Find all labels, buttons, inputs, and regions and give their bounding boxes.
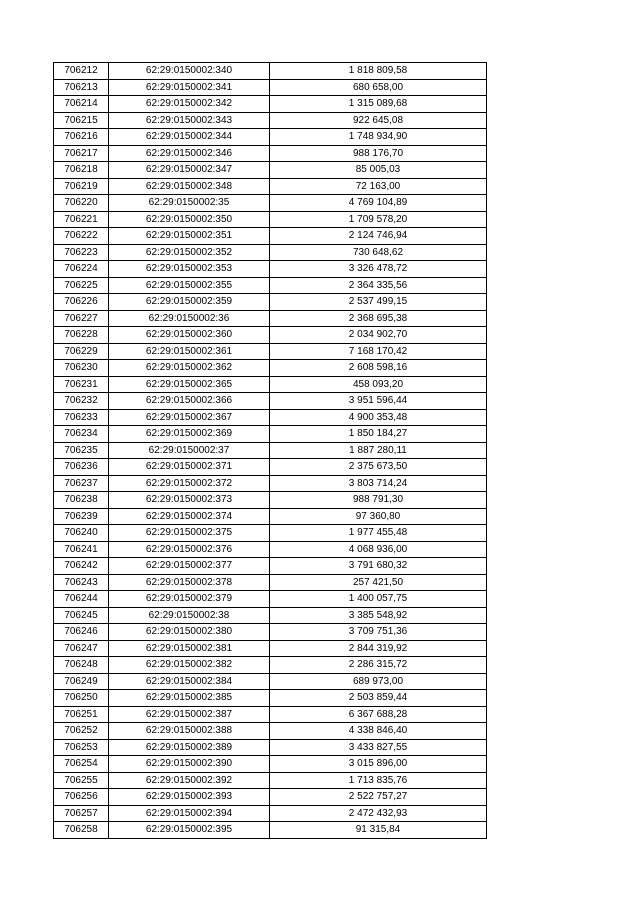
row-number-cell: 706249 bbox=[54, 673, 109, 690]
cadastral-value-cell: 2 364 335,56 bbox=[270, 277, 487, 294]
cadastral-number-cell: 62:29:0150002:37 bbox=[109, 442, 270, 459]
cadastral-number-cell: 62:29:0150002:395 bbox=[109, 822, 270, 839]
cadastral-value-cell: 3 385 548,92 bbox=[270, 607, 487, 624]
row-number-cell: 706231 bbox=[54, 376, 109, 393]
cadastral-value-cell: 91 315,84 bbox=[270, 822, 487, 839]
cadastral-value-cell: 3 709 751,36 bbox=[270, 624, 487, 641]
cadastral-value-cell: 1 709 578,20 bbox=[270, 211, 487, 228]
cadastral-number-cell: 62:29:0150002:38 bbox=[109, 607, 270, 624]
cadastral-number-cell: 62:29:0150002:375 bbox=[109, 525, 270, 542]
cadastral-number-cell: 62:29:0150002:380 bbox=[109, 624, 270, 641]
cadastral-number-cell: 62:29:0150002:374 bbox=[109, 508, 270, 525]
table-row bbox=[54, 607, 487, 624]
cadastral-number-cell: 62:29:0150002:369 bbox=[109, 426, 270, 443]
table-row bbox=[54, 739, 487, 756]
cadastral-value-cell: 2 537 499,15 bbox=[270, 294, 487, 311]
cadastral-number-cell: 62:29:0150002:344 bbox=[109, 129, 270, 146]
table-row bbox=[54, 508, 487, 525]
table-row bbox=[54, 640, 487, 657]
cadastral-number-cell: 62:29:0150002:371 bbox=[109, 459, 270, 476]
cadastral-number-cell: 62:29:0150002:352 bbox=[109, 244, 270, 261]
cadastral-number-cell: 62:29:0150002:35 bbox=[109, 195, 270, 212]
cadastral-value-cell: 7 168 170,42 bbox=[270, 343, 487, 360]
cadastral-value-cell: 3 326 478,72 bbox=[270, 261, 487, 278]
cadastral-number-cell: 62:29:0150002:394 bbox=[109, 805, 270, 822]
table-row bbox=[54, 211, 487, 228]
table-row bbox=[54, 673, 487, 690]
cadastral-value-cell: 1 400 057,75 bbox=[270, 591, 487, 608]
table-row bbox=[54, 558, 487, 575]
row-number-cell: 706233 bbox=[54, 409, 109, 426]
table-row bbox=[54, 96, 487, 113]
table-row bbox=[54, 310, 487, 327]
row-number-cell: 706216 bbox=[54, 129, 109, 146]
cadastral-number-cell: 62:29:0150002:36 bbox=[109, 310, 270, 327]
row-number-cell: 706254 bbox=[54, 756, 109, 773]
row-number-cell: 706257 bbox=[54, 805, 109, 822]
cadastral-number-cell: 62:29:0150002:340 bbox=[109, 63, 270, 80]
cadastral-value-cell: 72 163,00 bbox=[270, 178, 487, 195]
cadastral-value-cell: 257 421,50 bbox=[270, 574, 487, 591]
row-number-cell: 706255 bbox=[54, 772, 109, 789]
row-number-cell: 706224 bbox=[54, 261, 109, 278]
table-row bbox=[54, 624, 487, 641]
cadastral-value-table bbox=[53, 62, 487, 839]
cadastral-number-cell: 62:29:0150002:381 bbox=[109, 640, 270, 657]
cadastral-value-cell: 1 748 934,90 bbox=[270, 129, 487, 146]
row-number-cell: 706236 bbox=[54, 459, 109, 476]
table-row bbox=[54, 475, 487, 492]
cadastral-value-cell: 3 803 714,24 bbox=[270, 475, 487, 492]
cadastral-number-cell: 62:29:0150002:351 bbox=[109, 228, 270, 245]
table-row bbox=[54, 442, 487, 459]
row-number-cell: 706225 bbox=[54, 277, 109, 294]
cadastral-value-cell: 689 973,00 bbox=[270, 673, 487, 690]
cadastral-value-cell: 988 176,70 bbox=[270, 145, 487, 162]
row-number-cell: 706235 bbox=[54, 442, 109, 459]
cadastral-number-cell: 62:29:0150002:393 bbox=[109, 789, 270, 806]
cadastral-value-cell: 3 015 896,00 bbox=[270, 756, 487, 773]
row-number-cell: 706240 bbox=[54, 525, 109, 542]
cadastral-value-cell: 4 068 936,00 bbox=[270, 541, 487, 558]
cadastral-number-cell: 62:29:0150002:347 bbox=[109, 162, 270, 179]
table-row bbox=[54, 244, 487, 261]
table-row bbox=[54, 459, 487, 476]
cadastral-number-cell: 62:29:0150002:392 bbox=[109, 772, 270, 789]
table-row bbox=[54, 360, 487, 377]
cadastral-number-cell: 62:29:0150002:355 bbox=[109, 277, 270, 294]
cadastral-value-cell: 1 977 455,48 bbox=[270, 525, 487, 542]
table-row bbox=[54, 706, 487, 723]
cadastral-number-cell: 62:29:0150002:384 bbox=[109, 673, 270, 690]
cadastral-value-cell: 3 951 596,44 bbox=[270, 393, 487, 410]
cadastral-value-cell: 1 713 835,76 bbox=[270, 772, 487, 789]
cadastral-number-cell: 62:29:0150002:350 bbox=[109, 211, 270, 228]
row-number-cell: 706230 bbox=[54, 360, 109, 377]
table-row bbox=[54, 145, 487, 162]
cadastral-number-cell: 62:29:0150002:373 bbox=[109, 492, 270, 509]
table-row bbox=[54, 261, 487, 278]
row-number-cell: 706238 bbox=[54, 492, 109, 509]
row-number-cell: 706232 bbox=[54, 393, 109, 410]
cadastral-value-cell: 2 368 695,38 bbox=[270, 310, 487, 327]
table-row bbox=[54, 657, 487, 674]
row-number-cell: 706241 bbox=[54, 541, 109, 558]
row-number-cell: 706214 bbox=[54, 96, 109, 113]
cadastral-value-cell: 2 503 859,44 bbox=[270, 690, 487, 707]
cadastral-number-cell: 62:29:0150002:389 bbox=[109, 739, 270, 756]
cadastral-value-cell: 2 034 902,70 bbox=[270, 327, 487, 344]
table-row bbox=[54, 228, 487, 245]
cadastral-number-cell: 62:29:0150002:359 bbox=[109, 294, 270, 311]
cadastral-value-cell: 6 367 688,28 bbox=[270, 706, 487, 723]
row-number-cell: 706226 bbox=[54, 294, 109, 311]
row-number-cell: 706250 bbox=[54, 690, 109, 707]
cadastral-number-cell: 62:29:0150002:378 bbox=[109, 574, 270, 591]
table-row bbox=[54, 277, 487, 294]
table-row bbox=[54, 409, 487, 426]
cadastral-value-cell: 85 005,03 bbox=[270, 162, 487, 179]
cadastral-number-cell: 62:29:0150002:341 bbox=[109, 79, 270, 96]
cadastral-value-cell: 1 315 089,68 bbox=[270, 96, 487, 113]
table-body bbox=[54, 63, 487, 839]
cadastral-number-cell: 62:29:0150002:361 bbox=[109, 343, 270, 360]
table-row bbox=[54, 376, 487, 393]
cadastral-value-cell: 988 791,30 bbox=[270, 492, 487, 509]
cadastral-number-cell: 62:29:0150002:387 bbox=[109, 706, 270, 723]
row-number-cell: 706246 bbox=[54, 624, 109, 641]
cadastral-number-cell: 62:29:0150002:342 bbox=[109, 96, 270, 113]
cadastral-number-cell: 62:29:0150002:366 bbox=[109, 393, 270, 410]
cadastral-value-cell: 4 338 846,40 bbox=[270, 723, 487, 740]
row-number-cell: 706253 bbox=[54, 739, 109, 756]
cadastral-number-cell: 62:29:0150002:346 bbox=[109, 145, 270, 162]
row-number-cell: 706221 bbox=[54, 211, 109, 228]
table-row bbox=[54, 162, 487, 179]
cadastral-number-cell: 62:29:0150002:376 bbox=[109, 541, 270, 558]
row-number-cell: 706237 bbox=[54, 475, 109, 492]
table-row bbox=[54, 574, 487, 591]
table-row bbox=[54, 690, 487, 707]
table-row bbox=[54, 756, 487, 773]
table-row bbox=[54, 393, 487, 410]
table-row bbox=[54, 772, 487, 789]
cadastral-number-cell: 62:29:0150002:385 bbox=[109, 690, 270, 707]
row-number-cell: 706252 bbox=[54, 723, 109, 740]
cadastral-number-cell: 62:29:0150002:343 bbox=[109, 112, 270, 129]
table-row bbox=[54, 541, 487, 558]
table-row bbox=[54, 195, 487, 212]
cadastral-number-cell: 62:29:0150002:348 bbox=[109, 178, 270, 195]
table-row bbox=[54, 822, 487, 839]
table-row bbox=[54, 343, 487, 360]
cadastral-value-cell: 2 472 432,93 bbox=[270, 805, 487, 822]
cadastral-value-cell: 922 645,08 bbox=[270, 112, 487, 129]
row-number-cell: 706251 bbox=[54, 706, 109, 723]
cadastral-value-cell: 2 608 598,16 bbox=[270, 360, 487, 377]
row-number-cell: 706234 bbox=[54, 426, 109, 443]
cadastral-value-cell: 680 658,00 bbox=[270, 79, 487, 96]
row-number-cell: 706212 bbox=[54, 63, 109, 80]
row-number-cell: 706228 bbox=[54, 327, 109, 344]
table-row bbox=[54, 805, 487, 822]
cadastral-value-cell: 1 887 280,11 bbox=[270, 442, 487, 459]
cadastral-number-cell: 62:29:0150002:382 bbox=[109, 657, 270, 674]
cadastral-number-cell: 62:29:0150002:367 bbox=[109, 409, 270, 426]
table-row bbox=[54, 525, 487, 542]
table-row bbox=[54, 63, 487, 80]
cadastral-number-cell: 62:29:0150002:377 bbox=[109, 558, 270, 575]
cadastral-number-cell: 62:29:0150002:365 bbox=[109, 376, 270, 393]
row-number-cell: 706215 bbox=[54, 112, 109, 129]
cadastral-value-cell: 1 818 809,58 bbox=[270, 63, 487, 80]
cadastral-value-cell: 1 850 184,27 bbox=[270, 426, 487, 443]
cadastral-number-cell: 62:29:0150002:353 bbox=[109, 261, 270, 278]
cadastral-value-cell: 97 360,80 bbox=[270, 508, 487, 525]
table-row bbox=[54, 723, 487, 740]
cadastral-value-cell: 3 791 680,32 bbox=[270, 558, 487, 575]
cadastral-value-cell: 2 844 319,92 bbox=[270, 640, 487, 657]
row-number-cell: 706245 bbox=[54, 607, 109, 624]
row-number-cell: 706218 bbox=[54, 162, 109, 179]
row-number-cell: 706243 bbox=[54, 574, 109, 591]
row-number-cell: 706248 bbox=[54, 657, 109, 674]
table-row bbox=[54, 79, 487, 96]
row-number-cell: 706217 bbox=[54, 145, 109, 162]
cadastral-number-cell: 62:29:0150002:360 bbox=[109, 327, 270, 344]
table-row bbox=[54, 112, 487, 129]
cadastral-value-cell: 2 522 757,27 bbox=[270, 789, 487, 806]
table-row bbox=[54, 591, 487, 608]
row-number-cell: 706220 bbox=[54, 195, 109, 212]
cadastral-value-cell: 3 433 827,55 bbox=[270, 739, 487, 756]
row-number-cell: 706258 bbox=[54, 822, 109, 839]
cadastral-value-cell: 4 900 353,48 bbox=[270, 409, 487, 426]
row-number-cell: 706223 bbox=[54, 244, 109, 261]
table-row bbox=[54, 294, 487, 311]
table-row bbox=[54, 327, 487, 344]
cadastral-value-cell: 458 093,20 bbox=[270, 376, 487, 393]
row-number-cell: 706213 bbox=[54, 79, 109, 96]
cadastral-number-cell: 62:29:0150002:388 bbox=[109, 723, 270, 740]
cadastral-value-cell: 2 375 673,50 bbox=[270, 459, 487, 476]
row-number-cell: 706229 bbox=[54, 343, 109, 360]
table-row bbox=[54, 129, 487, 146]
cadastral-value-cell: 730 648,62 bbox=[270, 244, 487, 261]
cadastral-value-cell: 2 124 746,94 bbox=[270, 228, 487, 245]
row-number-cell: 706247 bbox=[54, 640, 109, 657]
table-row bbox=[54, 492, 487, 509]
cadastral-number-cell: 62:29:0150002:362 bbox=[109, 360, 270, 377]
table-row bbox=[54, 426, 487, 443]
row-number-cell: 706219 bbox=[54, 178, 109, 195]
row-number-cell: 706242 bbox=[54, 558, 109, 575]
cadastral-number-cell: 62:29:0150002:379 bbox=[109, 591, 270, 608]
cadastral-number-cell: 62:29:0150002:372 bbox=[109, 475, 270, 492]
table-row bbox=[54, 178, 487, 195]
row-number-cell: 706256 bbox=[54, 789, 109, 806]
cadastral-value-cell: 2 286 315,72 bbox=[270, 657, 487, 674]
table-row bbox=[54, 789, 487, 806]
row-number-cell: 706227 bbox=[54, 310, 109, 327]
row-number-cell: 706222 bbox=[54, 228, 109, 245]
row-number-cell: 706239 bbox=[54, 508, 109, 525]
cadastral-number-cell: 62:29:0150002:390 bbox=[109, 756, 270, 773]
cadastral-value-cell: 4 769 104,89 bbox=[270, 195, 487, 212]
row-number-cell: 706244 bbox=[54, 591, 109, 608]
